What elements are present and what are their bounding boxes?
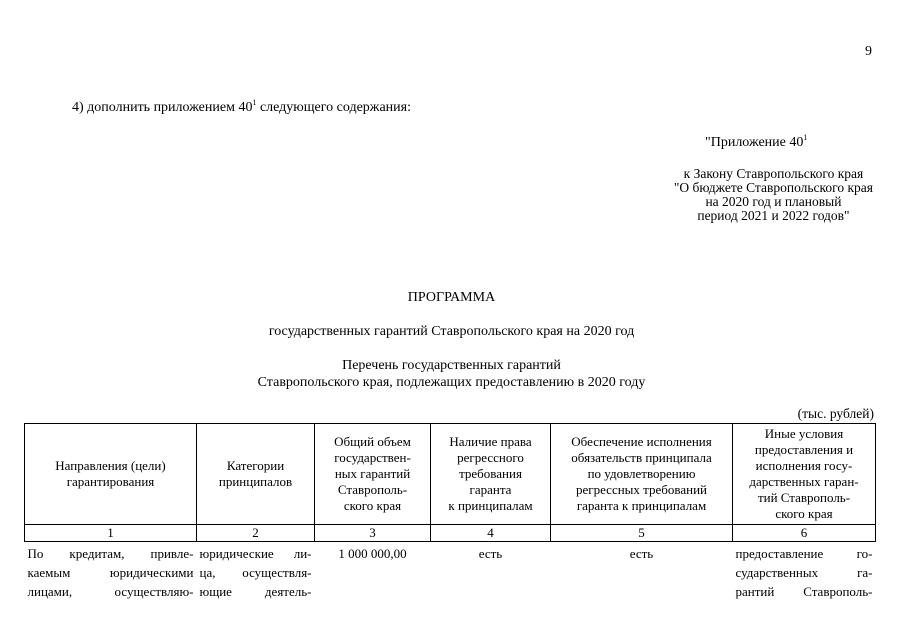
- column-number: 1: [25, 525, 197, 542]
- program-subtitle: государственных гарантий Ставропольского края на 2020 год: [268, 324, 635, 339]
- cell-total-volume: 1 000 000,00: [338, 546, 407, 561]
- header-other-conditions: Иные условия предоставления и исполнения госу- дарственных гаран- тий Ставрополь- ского края: [733, 424, 876, 525]
- column-number: 2: [197, 525, 315, 542]
- annex-title-superscript: 1: [803, 133, 808, 142]
- annex-title-text: "Приложение 40: [705, 135, 804, 150]
- cell-other-conditions: предоставление го- сударственных га- рантий Ставрополь-: [735, 546, 873, 599]
- column-number-row: [25, 525, 876, 542]
- column-number: 3: [315, 525, 431, 542]
- units-label: (тыс. рублей): [797, 406, 874, 421]
- list-title-line-2: Ставропольского края, подлежащих предоставлению в 2020 году: [257, 375, 646, 390]
- program-heading: ПРОГРАММА: [407, 290, 496, 305]
- cell-direction: По кредитам, привле- каемым юридическими лицами, осуществляю-: [27, 546, 194, 599]
- table-row: [25, 542, 876, 605]
- annex-law-line: к Закону Ставропольского края: [683, 166, 864, 181]
- cell-obligation-security: есть: [629, 546, 654, 561]
- list-title-line-1: Перечень государственных гарантий: [342, 358, 561, 373]
- cell-regress-right: есть: [478, 546, 503, 561]
- amendment-text-before: 4) дополнить приложением 40: [72, 100, 253, 115]
- annex-title: [705, 135, 807, 151]
- cell-principal-category: юридические ли- ца, осуществля- ющие деятель-: [199, 546, 312, 599]
- column-number: 4: [431, 525, 551, 542]
- annex-law-line: на 2020 год и плановый: [705, 194, 842, 209]
- amendment-superscript: 1: [252, 98, 257, 107]
- header-directions: Направления (цели) гарантирования: [25, 424, 197, 525]
- column-number: 5: [551, 525, 733, 542]
- table-header-row: [25, 424, 876, 525]
- page-number: 9: [865, 44, 872, 59]
- header-regress-right: Наличие права регрессного требования гаранта к принципалам: [431, 424, 551, 525]
- guarantees-table: [24, 423, 876, 604]
- column-number: 6: [733, 525, 876, 542]
- amendment-item: [72, 100, 411, 116]
- annex-law-line: "О бюджете Ставропольского края: [673, 180, 873, 195]
- amendment-text-after: следующего содержания:: [256, 100, 411, 115]
- header-obligation-security: Обеспечение исполнения обязательств принципала по удовлетворению регрессных требований гаранта к принципалам: [551, 424, 733, 525]
- header-principal-categories: Категории принципалов: [197, 424, 315, 525]
- annex-law-reference: [674, 167, 873, 223]
- annex-law-line: период 2021 и 2022 годов": [697, 208, 850, 223]
- header-total-volume: Общий объем государствен- ных гарантий Ставрополь- ского края: [315, 424, 431, 525]
